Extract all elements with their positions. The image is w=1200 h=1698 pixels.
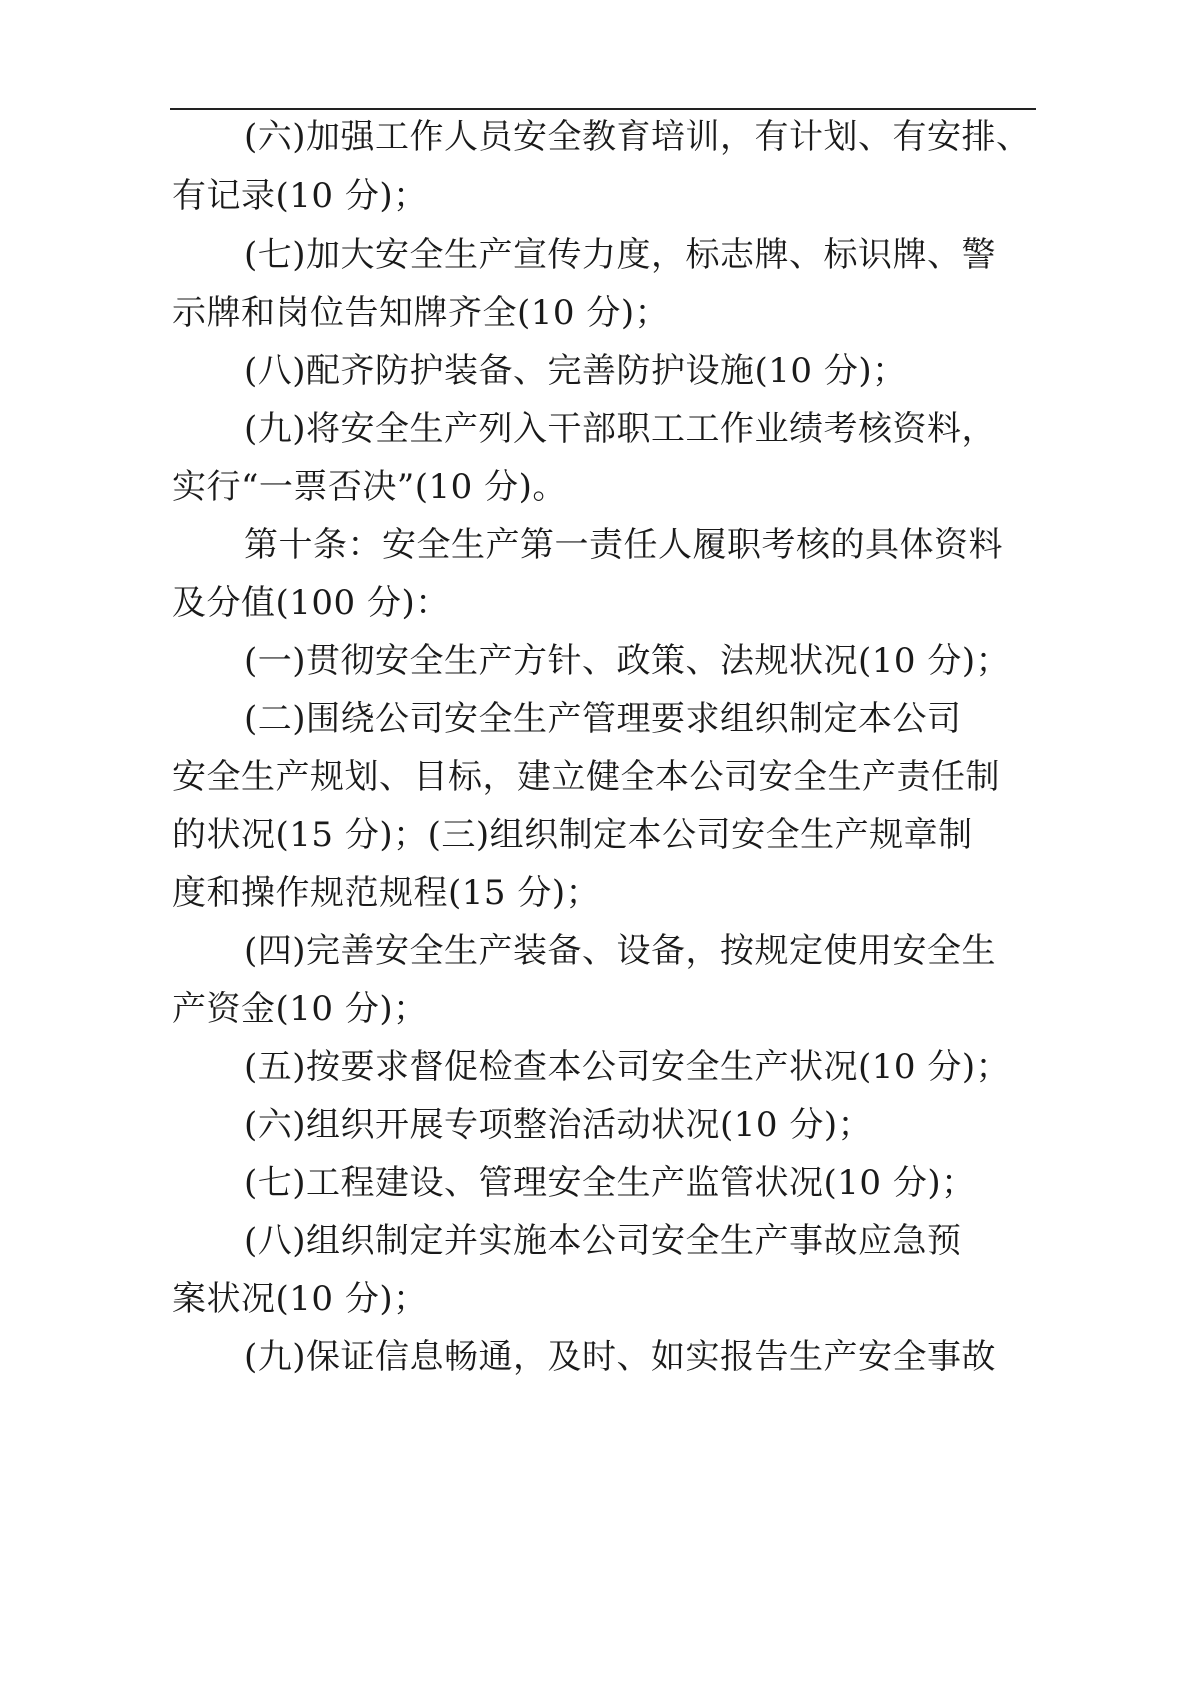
text-line: (七)工程建设、管理安全生产监管状况(10 分)； (244, 1163, 976, 1203)
header-rule (170, 108, 1036, 110)
text-line: (九)将安全生产列入干部职工工作业绩考核资料， (244, 409, 997, 449)
text-line: 实行“一票否决”(10 分)。 (172, 467, 567, 507)
text-line: 及分值(100 分)： (172, 583, 450, 623)
text-line: 安全生产规划、目标，建立健全本公司安全生产责任制 (172, 757, 1000, 797)
text-line: 示牌和岗位告知牌齐全(10 分)； (172, 293, 670, 333)
text-line: 案状况(10 分)； (172, 1279, 428, 1319)
text-line: (四)完善安全生产装备、设备，按规定使用安全生 (244, 931, 997, 971)
text-line: (八)配齐防护装备、完善防护设施(10 分)； (244, 351, 907, 391)
text-line: (八)组织制定并实施本公司安全生产事故应急预 (244, 1221, 962, 1261)
section-heading: 第十条：安全生产第一责任人履职考核的具体资料 (244, 525, 1003, 565)
text-line: (五)按要求督促检查本公司安全生产状况(10 分)； (244, 1047, 1011, 1087)
text-line: (七)加大安全生产宣传力度，标志牌、标识牌、警 (244, 235, 997, 275)
text-line: (六)加强工作人员安全教育培训，有计划、有安排、 (244, 117, 1031, 157)
text-line: (九)保证信息畅通，及时、如实报告生产安全事故 (244, 1337, 997, 1377)
text-line: (六)组织开展专项整治活动状况(10 分)； (244, 1105, 873, 1145)
text-line: 的状况(15 分)；(三)组织制定本公司安全生产规章制 (172, 815, 973, 855)
text-line: 有记录(10 分)； (172, 176, 428, 216)
text-line: 产资金(10 分)； (172, 989, 428, 1029)
text-line: 度和操作规范规程(15 分)； (172, 873, 601, 913)
text-line: (二)围绕公司安全生产管理要求组织制定本公司 (244, 699, 962, 739)
text-line: (一)贯彻安全生产方针、政策、法规状况(10 分)； (244, 641, 1011, 681)
